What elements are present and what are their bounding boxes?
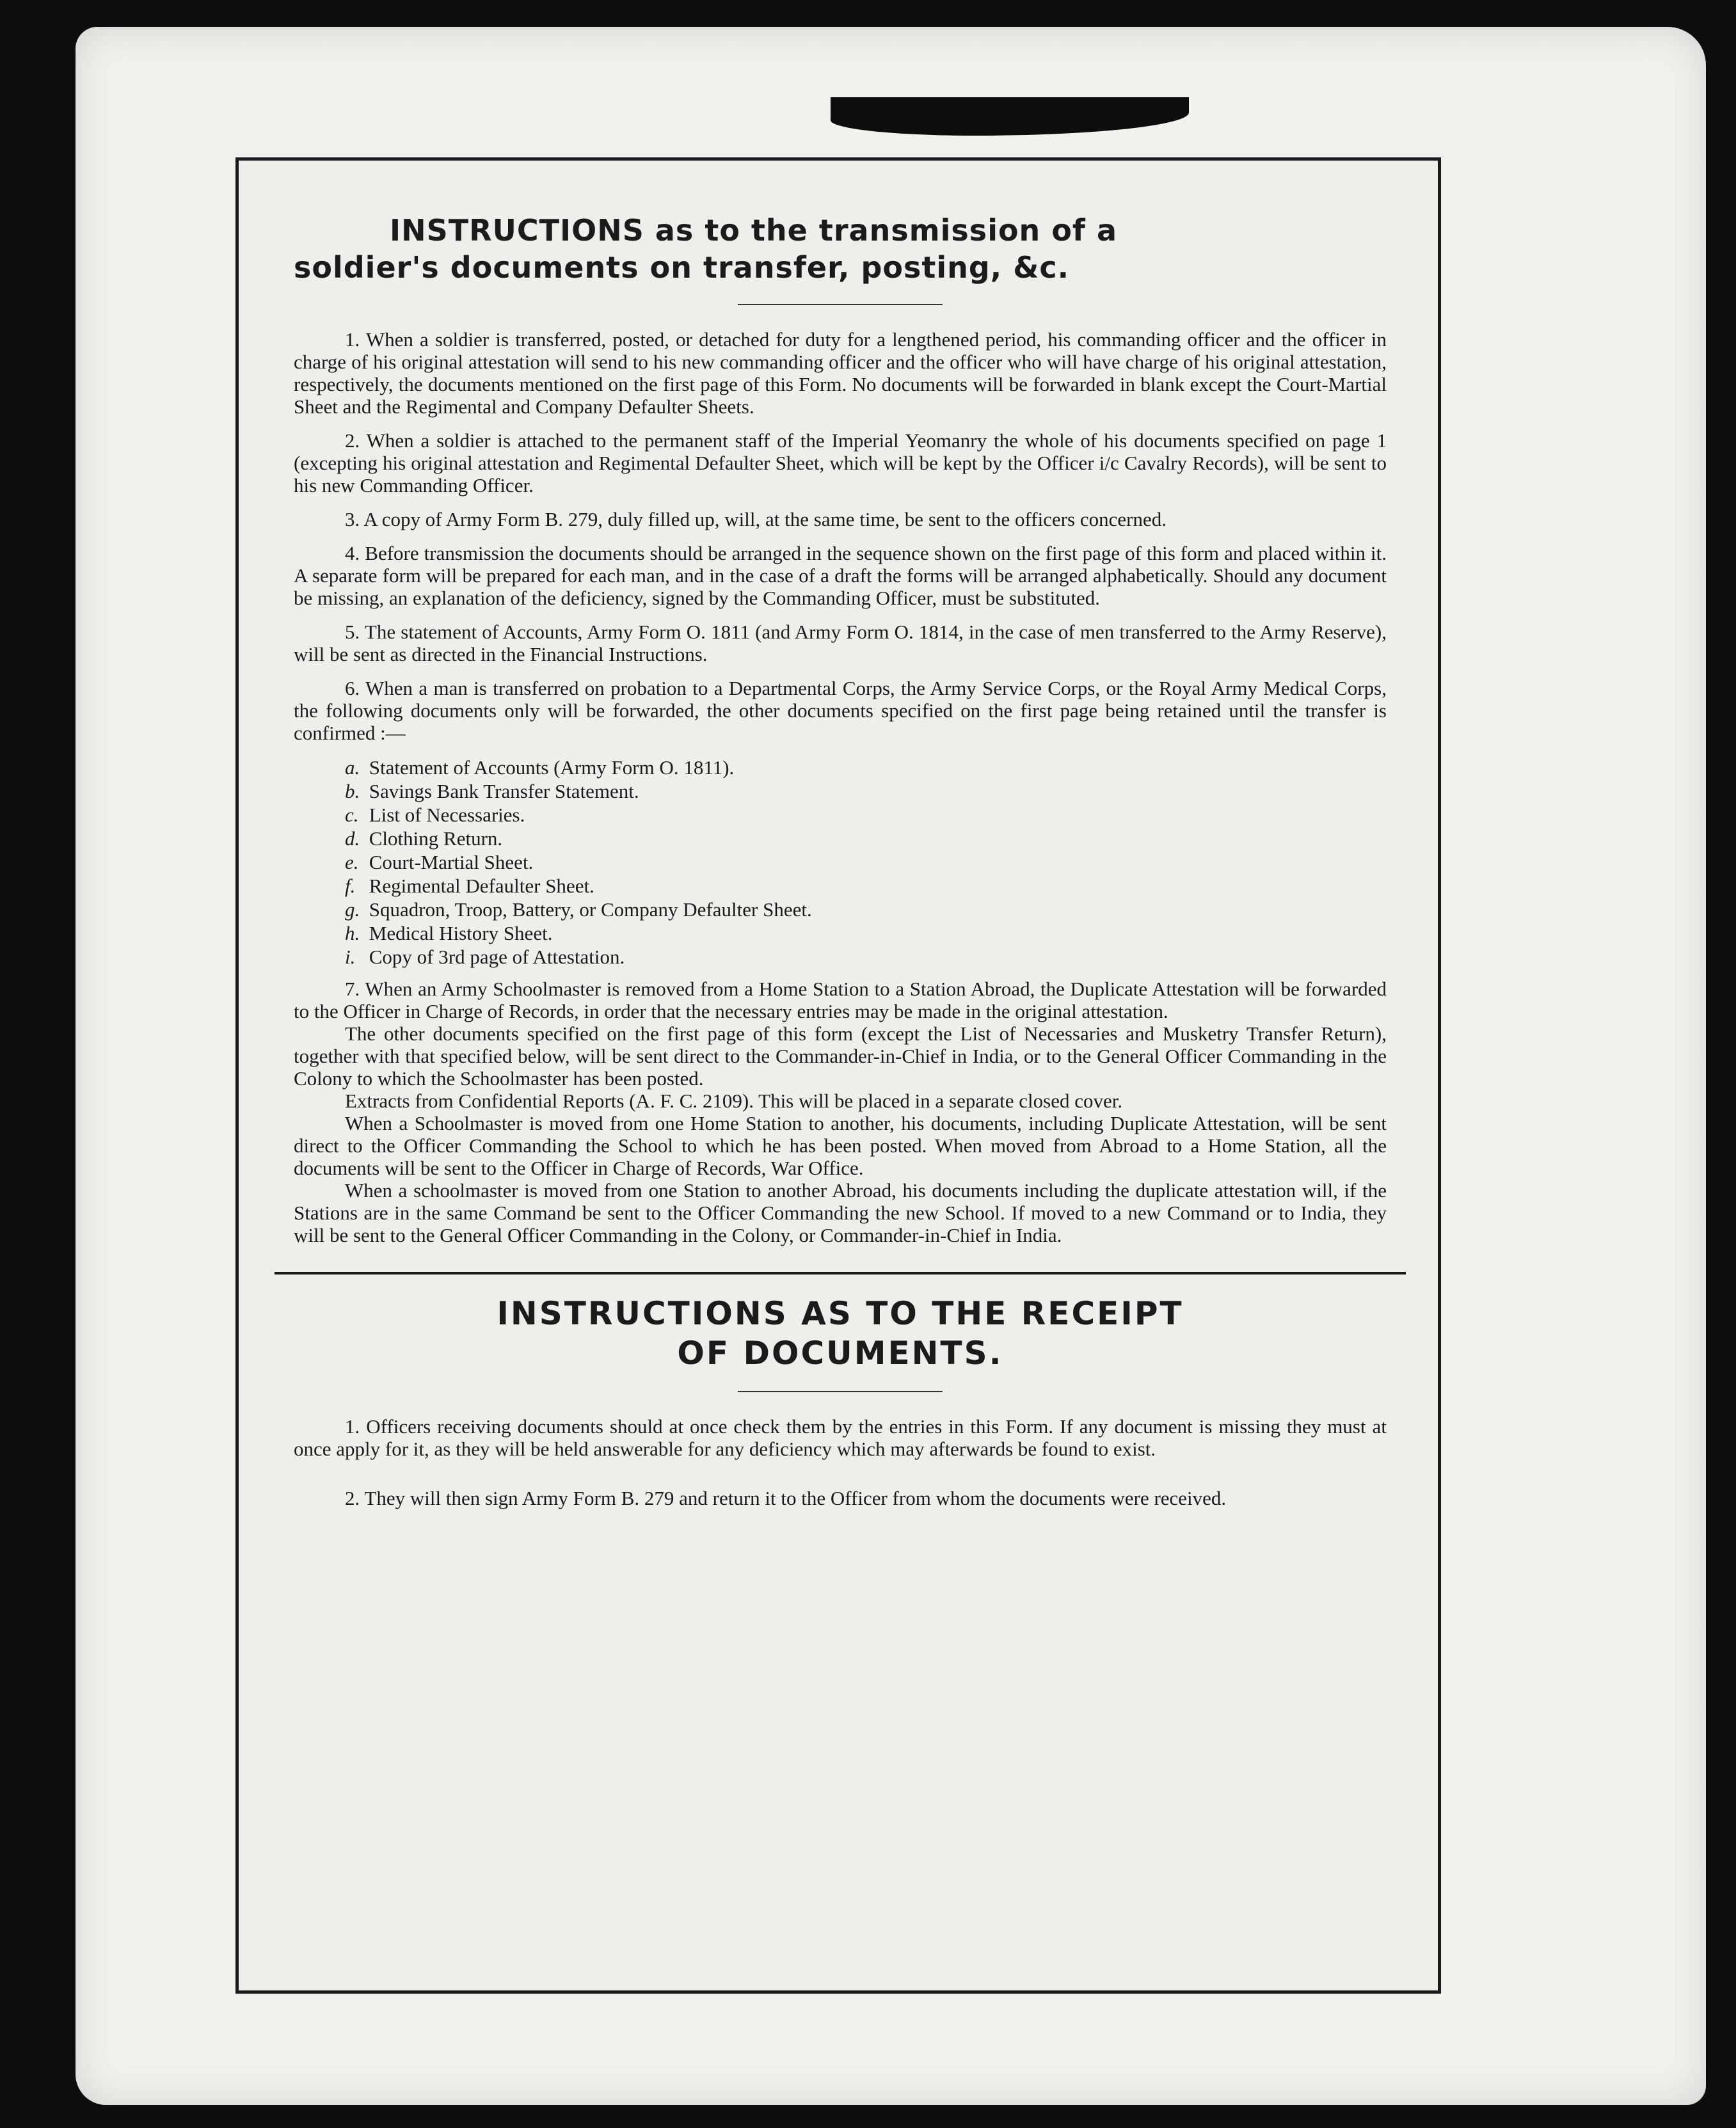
list-letter: g.	[345, 898, 360, 921]
instruction-paragraph-7-extracts: Extracts from Confidential Reports (A. F. C. 2109). This will be placed in a separate closed cover.	[345, 1090, 1123, 1112]
list-text: Copy of 3rd page of Attestation.	[369, 946, 625, 968]
instruction-paragraph-1: 1. When a soldier is transferred, posted, or detached for duty for a lengthened period, his commanding officer and the officer in charge of his original attestation will send to his new commanding officer and the officer who will have charge of his original attestation, respectively, the documents mentioned on the first page of this Form. No documents will be forwarded in blank except the Court-Martial Sheet and the Regimental and Company Defaulter Sheets.	[294, 328, 1387, 418]
instruction-paragraph-5: 5. The statement of Accounts, Army Form O. 1811 (and Army Form O. 1814, in the case of men transferred to the Army Reserve), will be sent as directed in the Financial Instructions.	[294, 621, 1387, 665]
list-item	[345, 827, 1387, 850]
list-letter: b.	[345, 780, 360, 802]
list-text: Statement of Accounts (Army Form O. 1811).	[369, 756, 735, 779]
instruction-paragraph-6: 6. When a man is transferred on probation to a Departmental Corps, the Army Service Corps, or the Royal Army Medical Corps, the following documents only will be forwarded, the other documents specified on the first page being retained until the transfer is confirmed :—	[294, 677, 1387, 744]
transmission-title-line2: soldier's documents on transfer, posting, &c.	[294, 250, 1070, 285]
list-item	[345, 850, 1387, 874]
list-item	[345, 756, 1387, 779]
document-frame	[235, 157, 1441, 1994]
instruction-paragraph-4: 4. Before transmission the documents should be arranged in the sequence shown on the first page of this form and placed within it. A separate form will be prepared for each man, and in the case of a draft the forms will be arranged alphabetically. Should any document be missing, an explanation of the deficiency, signed by the Commanding Officer, must be substituted.	[294, 542, 1387, 609]
list-item	[345, 921, 1387, 945]
list-letter: d.	[345, 827, 360, 850]
list-item	[345, 874, 1387, 898]
receipt-paragraph-1: 1. Officers receiving documents should at once check them by the entries in this Form. If any document is missing they must at once apply for it, as they will be held answerable for any deficiency which may afterwards be found to exist.	[294, 1415, 1387, 1460]
title-divider	[738, 304, 943, 305]
spacer	[294, 1472, 1387, 1487]
receipt-title-divider	[738, 1391, 943, 1392]
list-text: Clothing Return.	[369, 827, 503, 850]
document-content	[294, 212, 1387, 1521]
list-text: Medical History Sheet.	[369, 922, 553, 944]
list-text: Savings Bank Transfer Statement.	[369, 780, 639, 802]
list-text: Regimental Defaulter Sheet.	[369, 875, 594, 897]
receipt-title-line2: OF DOCUMENTS.	[677, 1335, 1003, 1372]
list-item	[345, 779, 1387, 803]
list-item	[345, 803, 1387, 827]
list-text: Squadron, Troop, Battery, or Company Defaulter Sheet.	[369, 898, 812, 921]
list-letter: a.	[345, 756, 360, 779]
receipt-paragraph-2: 2. They will then sign Army Form B. 279 and return it to the Officer from whom the documents were received.	[345, 1487, 1227, 1509]
receipt-title-line1: INSTRUCTIONS AS TO THE RECEIPT	[497, 1295, 1184, 1332]
list-letter: f.	[345, 875, 356, 897]
instruction-paragraph-2: 2. When a soldier is attached to the permanent staff of the Imperial Yeomanry the whole of his documents specified on page 1 (excepting his original attestation and Regimental Defaulter Sheet, which will be kept by the Officer i/c Cavalry Records), will be sent to his new Commanding Officer.	[294, 429, 1387, 496]
instruction-paragraph-7: 7. When an Army Schoolmaster is removed from a Home Station to a Station Abroad, the Duplicate Attestation will be forwarded to the Officer in Charge of Records, in order that the necessary entries may be made in the original attestation.	[294, 978, 1387, 1022]
paper-torn-edge	[831, 97, 1189, 136]
section-divider	[275, 1272, 1406, 1274]
list-letter: i.	[345, 946, 356, 968]
list-item	[345, 898, 1387, 921]
transmission-title	[294, 212, 1387, 286]
transmission-title-line1: INSTRUCTIONS as to the transmission of a	[390, 213, 1117, 248]
list-text: List of Necessaries.	[369, 804, 525, 826]
instruction-paragraph-3: 3. A copy of Army Form B. 279, duly filled up, will, at the same time, be sent to the officers concerned.	[345, 508, 1167, 530]
instruction-paragraph-7-home-station: When a Schoolmaster is moved from one Home Station to another, his documents, including Duplicate Attestation, will be sent direct to the Officer Commanding the School to which he has been posted. When moved from Abroad to a Home Station, all the documents will be sent to the Officer in Charge of Records, War Office.	[294, 1112, 1387, 1179]
list-letter: e.	[345, 851, 359, 873]
list-text: Court-Martial Sheet.	[369, 851, 534, 873]
instruction-paragraph-7-other-documents: The other documents specified on the first page of this form (except the List of Necessaries and Musketry Transfer Return), together with that specified below, will be sent direct to the Commander-in-Chief in India, or to the General Officer Commanding in the Colony to which the Schoolmaster has been posted.	[294, 1022, 1387, 1090]
list-letter: c.	[345, 804, 359, 826]
list-letter: h.	[345, 922, 360, 944]
instruction-paragraph-7-abroad: When a schoolmaster is moved from one Station to another Abroad, his documents including the duplicate attestation will, if the Stations are in the same Command be sent to the Officer Commanding the new School. If moved to a new Command or to India, they will be sent to the General Officer Commanding in the Colony, or Commander-in-Chief in India.	[294, 1179, 1387, 1246]
document-list	[345, 756, 1387, 969]
receipt-title	[294, 1294, 1387, 1373]
list-item	[345, 945, 1387, 969]
